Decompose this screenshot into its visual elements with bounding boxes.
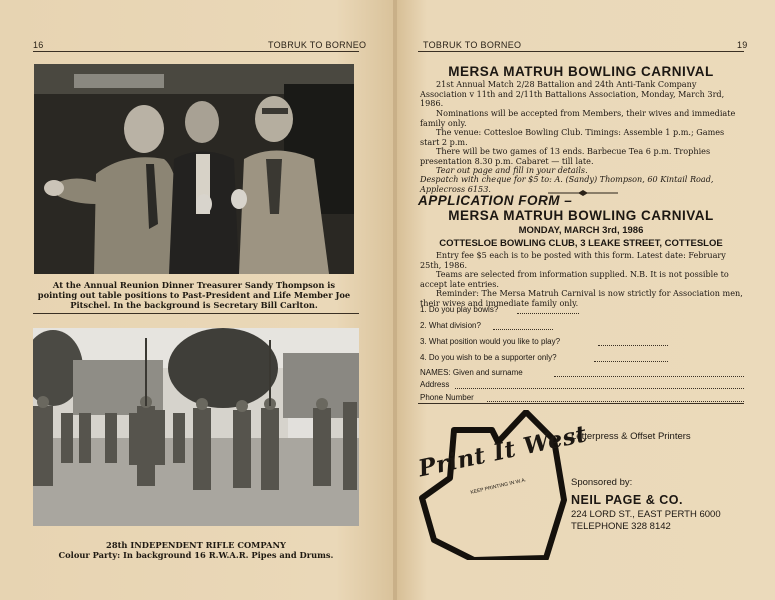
carnival-para-tear-out: Tear out page and fill in your details. (436, 165, 588, 175)
phone-field[interactable] (487, 401, 744, 402)
logo-text: Print It West (416, 420, 590, 483)
answer-play-bowls-field[interactable] (517, 313, 579, 314)
right-page-number: 19 (737, 40, 748, 50)
form-teams-note: Teams are selected from information supplied. N.B. It is not possible to accept late entries. (420, 269, 729, 289)
answer-division-field[interactable] (493, 329, 553, 330)
answer-supporter-field[interactable] (594, 361, 668, 362)
ornament-divider (548, 181, 618, 187)
ad-printers-line: Letterpress & Offset Printers (571, 431, 691, 442)
ad-address: 224 LORD ST., EAST PERTH 6000 (571, 509, 721, 520)
photo1-caption: At the Annual Reunion Dinner Treasurer Sandy Thompson is pointing out table positions to Past-President and Life Member Joe Pitschel. In the background is Secretary Bill Carlton. (37, 280, 351, 310)
question-play-bowls: 1. Do you play bowls? (420, 305, 499, 314)
question-position: 3. What position would you like to play? (420, 337, 561, 346)
carnival-para-games: There will be two games of 13 ends. Barbecue Tea 6 p.m. Trophies presentation 8.30 p.m. Cabaret — till late. (420, 146, 711, 166)
left-running-head: TOBRUK TO BORNEO (268, 40, 367, 50)
application-form-subtitle: MERSA MATRUH BOWLING CARNIVAL (448, 208, 714, 223)
question-division: 2. What division? (420, 321, 481, 330)
photo2-caption-title: 28th INDEPENDENT RIFLE COMPANY (106, 540, 286, 550)
phone-label: Phone Number (420, 393, 474, 402)
left-header-rule (33, 51, 359, 52)
form-reminder: Reminder: The Mersa Matruh Carnival is now strictly for Association men, their wives and immediate family only. (420, 288, 743, 308)
photo2-caption-detail: Colour Party: In background 16 R.W.A.R. Pipes and Drums. (58, 550, 334, 560)
carnival-heading: MERSA MATRUH BOWLING CARNIVAL (448, 64, 714, 79)
right-header-rule (418, 51, 744, 52)
carnival-para-match: 21st Annual Match 2/28 Battalion and 24th Anti-Tank Company Association v 11th and 2/11th Battalions Association, Monday, March 3rd, 1986. (420, 79, 725, 109)
address-label: Address (420, 380, 450, 389)
question-supporter: 4. Do you wish to be a supporter only? (420, 353, 557, 362)
answer-position-field[interactable] (598, 345, 668, 346)
right-running-head: TOBRUK TO BORNEO (423, 40, 522, 50)
ad-company-name: NEIL PAGE & CO. (571, 493, 683, 507)
application-form-title: APPLICATION FORM – (418, 193, 573, 208)
logo-tagline: KEEP PRINTING IN W.A. (470, 477, 527, 496)
carnival-para-despatch: Despatch with cheque for $5 to: A. (Sandy) Thompson, 60 Kintail Road, Applecross 6153. (420, 174, 714, 194)
form-entry-fee: Entry fee $5 each is to be posted with this form. Latest date: February 25th, 1986. (420, 250, 726, 270)
carnival-para-nominations: Nominations will be accepted from Members, their wives and immediate family only. (420, 108, 736, 128)
colour-party-photo (33, 328, 359, 526)
ad-telephone: TELEPHONE 328 8142 (571, 521, 671, 532)
form-venue: COTTESLOE BOWLING CLUB, 3 LEAKE STREET, COTTESLOE (439, 238, 723, 249)
names-label: NAMES: Given and surname (420, 368, 523, 377)
ad-sponsored-label: Sponsored by: (571, 477, 633, 488)
address-field[interactable] (455, 388, 744, 389)
carnival-para-venue: The venue: Cottesloe Bowling Club. Timings: Assemble 1 p.m.; Games start 2 p.m. (420, 127, 725, 147)
form-bottom-rule (418, 403, 744, 404)
left-page-number: 16 (33, 40, 44, 50)
reunion-dinner-photo (34, 64, 354, 274)
form-date: MONDAY, MARCH 3rd, 1986 (518, 225, 644, 236)
names-field[interactable] (554, 376, 744, 377)
left-mid-rule (33, 313, 359, 314)
